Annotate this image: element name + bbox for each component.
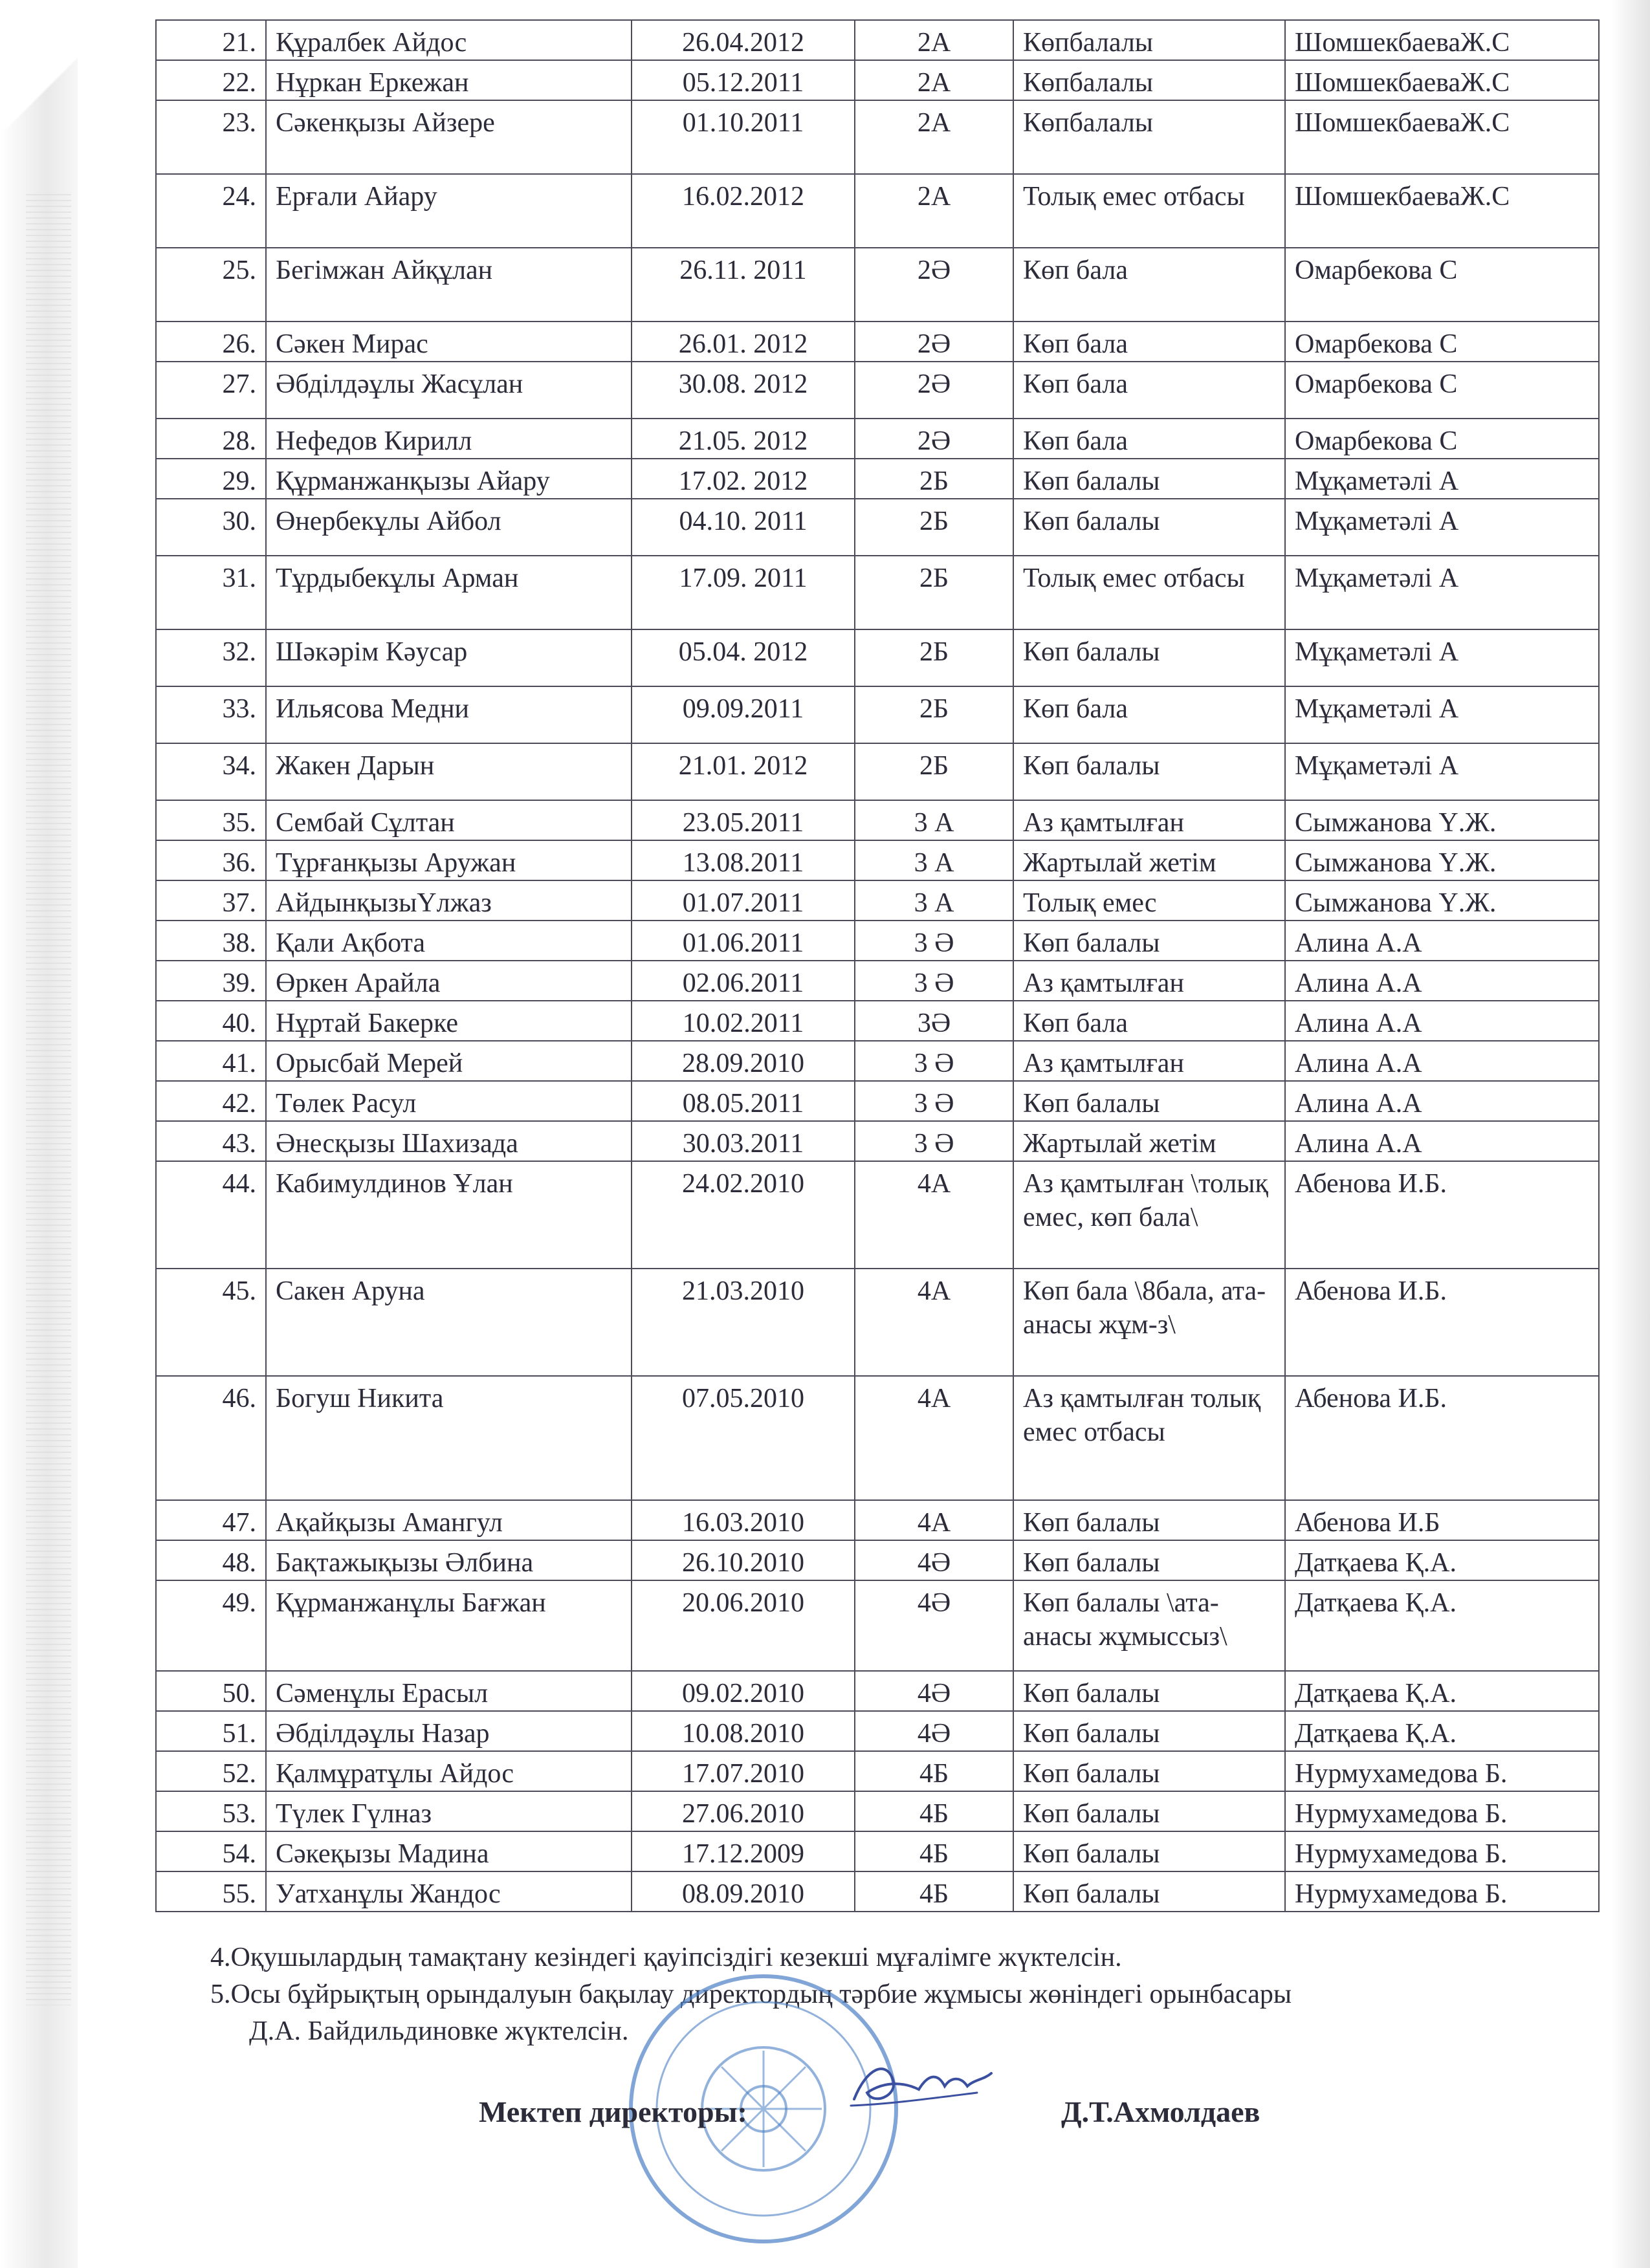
row-number: 26.	[156, 322, 266, 362]
family-status: Аз қамтылған \толық емес, көп бала\	[1013, 1161, 1285, 1269]
table-row	[156, 556, 1599, 629]
birth-date: 01.07.2011	[632, 880, 855, 921]
family-status: Көп бала	[1013, 1001, 1285, 1041]
class-teacher: ШомшекбаеваЖ.С	[1285, 60, 1599, 100]
class-teacher: Мұқаметәлі А	[1285, 743, 1599, 800]
class-teacher: Алина А.А	[1285, 1041, 1599, 1081]
class-name: 4А	[855, 1161, 1013, 1269]
class-name: 2Б	[855, 743, 1013, 800]
student-name: Нұркан Еркежан	[266, 60, 632, 100]
table-row	[156, 1161, 1599, 1269]
stacked-pages-edge	[26, 194, 71, 2005]
table-row	[156, 1751, 1599, 1791]
row-number: 40.	[156, 1001, 266, 1041]
student-name: Кабимулдинов Ұлан	[266, 1161, 632, 1269]
table-row	[156, 60, 1599, 100]
class-teacher: Нурмухамедова Б.	[1285, 1871, 1599, 1912]
paragraph-4: 4.Оқушылардың тамақтану кезіндегі қауіпсіздігі кезекші мұғалімге жүктелсін.	[210, 1943, 1122, 1972]
row-number: 31.	[156, 556, 266, 629]
family-status: Көп балалы	[1013, 459, 1285, 499]
table-row	[156, 1831, 1599, 1871]
class-name: 3 Ә	[855, 921, 1013, 961]
class-teacher: Омарбекова С	[1285, 362, 1599, 419]
birth-date: 17.09. 2011	[632, 556, 855, 629]
table-row	[156, 1001, 1599, 1041]
student-name: АйдынқызыҮлжаз	[266, 880, 632, 921]
student-name: Сәкеқызы Мадина	[266, 1831, 632, 1871]
family-status: Көп балалы	[1013, 1871, 1285, 1912]
class-name: 2Б	[855, 556, 1013, 629]
family-status: Көп балалы	[1013, 743, 1285, 800]
student-name: Өркен Арайлa	[266, 961, 632, 1001]
table-row	[156, 322, 1599, 362]
class-teacher: Алина А.А	[1285, 1121, 1599, 1161]
row-number: 45.	[156, 1269, 266, 1376]
row-number: 54.	[156, 1831, 266, 1871]
student-name: Құралбек Айдос	[266, 20, 632, 60]
class-teacher: Нурмухамедова Б.	[1285, 1791, 1599, 1831]
student-name: Тұрдыбекұлы Арман	[266, 556, 632, 629]
class-name: 2А	[855, 20, 1013, 60]
table-row	[156, 629, 1599, 686]
family-status: Көпбалалы	[1013, 20, 1285, 60]
family-status: Көп балалы	[1013, 1540, 1285, 1580]
family-status: Көп бала	[1013, 248, 1285, 322]
class-teacher: ШомшекбаеваЖ.С	[1285, 100, 1599, 174]
birth-date: 04.10. 2011	[632, 499, 855, 556]
family-status: Аз қамтылған толық емес отбасы	[1013, 1376, 1285, 1500]
student-name: Құрманжанқызы Айару	[266, 459, 632, 499]
row-number: 27.	[156, 362, 266, 419]
birth-date: 26.10.2010	[632, 1540, 855, 1580]
student-name: Төлек Расул	[266, 1081, 632, 1121]
birth-date: 24.02.2010	[632, 1161, 855, 1269]
class-name: 2Б	[855, 686, 1013, 743]
class-teacher: Алина А.А	[1285, 961, 1599, 1001]
student-name: Өнербекұлы Айбол	[266, 499, 632, 556]
director-title: Мектеп директоры:	[479, 2095, 747, 2128]
birth-date: 17.02. 2012	[632, 459, 855, 499]
table-row	[156, 1671, 1599, 1711]
family-status: Жартылай жетім	[1013, 1121, 1285, 1161]
row-number: 35.	[156, 800, 266, 840]
class-teacher: Нурмухамедова Б.	[1285, 1751, 1599, 1791]
student-name: Сәкен Мирас	[266, 322, 632, 362]
class-teacher: Датқаева Қ.А.	[1285, 1580, 1599, 1671]
class-name: 2Б	[855, 499, 1013, 556]
table-row	[156, 20, 1599, 60]
class-teacher: Мұқаметәлі А	[1285, 499, 1599, 556]
class-name: 4А	[855, 1500, 1013, 1540]
row-number: 21.	[156, 20, 266, 60]
birth-date: 16.03.2010	[632, 1500, 855, 1540]
student-name: Сембай Сұлтан	[266, 800, 632, 840]
family-status: Көп бала	[1013, 419, 1285, 459]
student-name: Әнесқызы Шахизада	[266, 1121, 632, 1161]
folded-corner	[0, 0, 168, 129]
row-number: 43.	[156, 1121, 266, 1161]
student-name: Шәкәрім Кәусар	[266, 629, 632, 686]
class-name: 2Б	[855, 629, 1013, 686]
family-status: Көп балалы \ата-анасы жұмыссыз\	[1013, 1580, 1285, 1671]
family-status: Аз қамтылған	[1013, 961, 1285, 1001]
class-teacher: Мұқаметәлі А	[1285, 556, 1599, 629]
class-teacher: Абенова И.Б.	[1285, 1376, 1599, 1500]
family-status: Көп балалы	[1013, 1751, 1285, 1791]
family-status: Аз қамтылған	[1013, 800, 1285, 840]
row-number: 52.	[156, 1751, 266, 1791]
family-status: Көп балалы	[1013, 1791, 1285, 1831]
row-number: 47.	[156, 1500, 266, 1540]
class-name: 4Б	[855, 1831, 1013, 1871]
table-row	[156, 1121, 1599, 1161]
table-row	[156, 459, 1599, 499]
student-name: Орысбай Мерей	[266, 1041, 632, 1081]
class-name: 3 А	[855, 840, 1013, 880]
row-number: 24.	[156, 174, 266, 248]
birth-date: 17.12.2009	[632, 1831, 855, 1871]
class-teacher: Мұқаметәлі А	[1285, 459, 1599, 499]
class-name: 4Ә	[855, 1711, 1013, 1751]
table-row	[156, 880, 1599, 921]
birth-date: 01.06.2011	[632, 921, 855, 961]
class-teacher: Алина А.А	[1285, 1001, 1599, 1041]
table-row	[156, 1376, 1599, 1500]
class-teacher: Алина А.А	[1285, 921, 1599, 961]
birth-date: 01.10.2011	[632, 100, 855, 174]
student-name: Бегімжан Айқұлан	[266, 248, 632, 322]
class-name: 3Ә	[855, 1001, 1013, 1041]
birth-date: 13.08.2011	[632, 840, 855, 880]
family-status: Көп балалы	[1013, 1500, 1285, 1540]
class-teacher: ШомшекбаеваЖ.С	[1285, 20, 1599, 60]
table-row	[156, 840, 1599, 880]
birth-date: 02.06.2011	[632, 961, 855, 1001]
class-teacher: Датқаева Қ.А.	[1285, 1711, 1599, 1751]
class-teacher: Нурмухамедова Б.	[1285, 1831, 1599, 1871]
family-status: Көп бала \8бала, ата-анасы жұм-з\	[1013, 1269, 1285, 1376]
class-teacher: Сымжанова Ү.Ж.	[1285, 840, 1599, 880]
birth-date: 10.08.2010	[632, 1711, 855, 1751]
birth-date: 21.01. 2012	[632, 743, 855, 800]
class-name: 2А	[855, 100, 1013, 174]
row-number: 36.	[156, 840, 266, 880]
family-status: Көпбалалы	[1013, 60, 1285, 100]
row-number: 44.	[156, 1161, 266, 1269]
class-teacher: Мұқаметәлі А	[1285, 686, 1599, 743]
table-row	[156, 921, 1599, 961]
row-number: 51.	[156, 1711, 266, 1751]
class-name: 3 А	[855, 880, 1013, 921]
class-teacher: Омарбекова С	[1285, 419, 1599, 459]
birth-date: 17.07.2010	[632, 1751, 855, 1791]
student-name: Уатханұлы Жандос	[266, 1871, 632, 1912]
table-row	[156, 1580, 1599, 1671]
table-row	[156, 1711, 1599, 1751]
student-name: Жакен Дарын	[266, 743, 632, 800]
family-status: Көп бала	[1013, 686, 1285, 743]
family-status: Көп бала	[1013, 322, 1285, 362]
family-status: Көпбалалы	[1013, 100, 1285, 174]
class-teacher: Абенова И.Б	[1285, 1500, 1599, 1540]
student-name: Сакен Аруна	[266, 1269, 632, 1376]
student-list-table	[155, 19, 1600, 1912]
class-name: 2Ә	[855, 419, 1013, 459]
student-name: Әбділдәұлы Назар	[266, 1711, 632, 1751]
class-teacher: Датқаева Қ.А.	[1285, 1540, 1599, 1580]
row-number: 33.	[156, 686, 266, 743]
birth-date: 05.12.2011	[632, 60, 855, 100]
birth-date: 26.04.2012	[632, 20, 855, 60]
row-number: 23.	[156, 100, 266, 174]
student-name: Қали Ақбота	[266, 921, 632, 961]
table-row	[156, 1791, 1599, 1831]
student-list-body	[156, 20, 1599, 1912]
birth-date: 07.05.2010	[632, 1376, 855, 1500]
row-number: 25.	[156, 248, 266, 322]
birth-date: 30.08. 2012	[632, 362, 855, 419]
class-name: 4А	[855, 1269, 1013, 1376]
student-name: Ильясова Медни	[266, 686, 632, 743]
table-row	[156, 1081, 1599, 1121]
row-number: 28.	[156, 419, 266, 459]
table-row	[156, 1871, 1599, 1912]
class-teacher: Алина А.А	[1285, 1081, 1599, 1121]
student-name: Ерғали Айару	[266, 174, 632, 248]
table-row	[156, 743, 1599, 800]
birth-date: 05.04. 2012	[632, 629, 855, 686]
class-teacher: ШомшекбаеваЖ.С	[1285, 174, 1599, 248]
class-name: 4Б	[855, 1751, 1013, 1791]
family-status: Көп балалы	[1013, 629, 1285, 686]
table-row	[156, 362, 1599, 419]
student-name: Әбділдәұлы Жасұлан	[266, 362, 632, 419]
row-number: 49.	[156, 1580, 266, 1671]
right-shadow	[1611, 0, 1650, 2268]
class-teacher: Датқаева Қ.А.	[1285, 1671, 1599, 1711]
table-row	[156, 800, 1599, 840]
family-status: Толық емес отбасы	[1013, 174, 1285, 248]
family-status: Көп бала	[1013, 362, 1285, 419]
birth-date: 26.11. 2011	[632, 248, 855, 322]
class-name: 2А	[855, 174, 1013, 248]
family-status: Көп балалы	[1013, 1671, 1285, 1711]
birth-date: 08.05.2011	[632, 1081, 855, 1121]
table-row	[156, 961, 1599, 1001]
class-teacher: Сымжанова Ү.Ж.	[1285, 880, 1599, 921]
class-name: 2Б	[855, 459, 1013, 499]
student-name: Нефедов Кирилл	[266, 419, 632, 459]
birth-date: 10.02.2011	[632, 1001, 855, 1041]
family-status: Көп балалы	[1013, 499, 1285, 556]
student-name: Сәкенқызы Айзере	[266, 100, 632, 174]
family-status: Толық емес	[1013, 880, 1285, 921]
class-teacher: Абенова И.Б.	[1285, 1161, 1599, 1269]
family-status: Көп балалы	[1013, 1831, 1285, 1871]
student-name: Түлек Гүлназ	[266, 1791, 632, 1831]
row-number: 32.	[156, 629, 266, 686]
class-name: 2Ә	[855, 362, 1013, 419]
class-name: 4Ә	[855, 1540, 1013, 1580]
birth-date: 20.06.2010	[632, 1580, 855, 1671]
class-name: 3 Ә	[855, 961, 1013, 1001]
class-name: 4Б	[855, 1791, 1013, 1831]
student-name: Ақайқызы Амангул	[266, 1500, 632, 1540]
row-number: 53.	[156, 1791, 266, 1831]
family-status: Көп балалы	[1013, 1081, 1285, 1121]
class-teacher: Омарбекова С	[1285, 248, 1599, 322]
birth-date: 30.03.2011	[632, 1121, 855, 1161]
class-name: 4Б	[855, 1871, 1013, 1912]
family-status: Жартылай жетім	[1013, 840, 1285, 880]
table-row	[156, 1041, 1599, 1081]
paragraph-5-continuation: Д.А. Байдильдиновке жүктелсін.	[249, 2016, 629, 2046]
student-name: Богуш Никита	[266, 1376, 632, 1500]
class-teacher: Сымжанова Ү.Ж.	[1285, 800, 1599, 840]
row-number: 41.	[156, 1041, 266, 1081]
student-name: Сәменұлы Ерасыл	[266, 1671, 632, 1711]
director-name: Д.Т.Ахмолдаев	[1061, 2095, 1260, 2128]
family-status: Көп балалы	[1013, 1711, 1285, 1751]
family-status: Көп балалы	[1013, 921, 1285, 961]
birth-date: 16.02.2012	[632, 174, 855, 248]
student-name: Қалмұратұлы Айдос	[266, 1751, 632, 1791]
row-number: 30.	[156, 499, 266, 556]
class-name: 3 Ә	[855, 1121, 1013, 1161]
class-teacher: Абенова И.Б.	[1285, 1269, 1599, 1376]
table-row	[156, 100, 1599, 174]
table-row	[156, 686, 1599, 743]
table-row	[156, 174, 1599, 248]
table-row	[156, 1269, 1599, 1376]
class-name: 3 А	[855, 800, 1013, 840]
class-name: 4Ә	[855, 1671, 1013, 1711]
paragraph-5: 5.Осы бұйрықтың орындалуын бақылау директордың тәрбие жұмысы жөніндегі орынбасары	[210, 1979, 1292, 2009]
class-name: 3 Ә	[855, 1041, 1013, 1081]
family-status: Аз қамтылған	[1013, 1041, 1285, 1081]
student-name: Бақтажықызы Әлбина	[266, 1540, 632, 1580]
row-number: 55.	[156, 1871, 266, 1912]
row-number: 34.	[156, 743, 266, 800]
class-teacher: Омарбекова С	[1285, 322, 1599, 362]
birth-date: 28.09.2010	[632, 1041, 855, 1081]
row-number: 29.	[156, 459, 266, 499]
class-name: 4Ә	[855, 1580, 1013, 1671]
table-row	[156, 248, 1599, 322]
birth-date: 09.09.2011	[632, 686, 855, 743]
class-name: 3 Ә	[855, 1081, 1013, 1121]
student-name: Құрманжанұлы Бағжан	[266, 1580, 632, 1671]
birth-date: 21.03.2010	[632, 1269, 855, 1376]
table-row	[156, 419, 1599, 459]
table-row	[156, 1500, 1599, 1540]
table-row	[156, 1540, 1599, 1580]
row-number: 48.	[156, 1540, 266, 1580]
student-name: Нұртай Бакерке	[266, 1001, 632, 1041]
row-number: 22.	[156, 60, 266, 100]
class-name: 2Ә	[855, 248, 1013, 322]
class-name: 4А	[855, 1376, 1013, 1500]
birth-date: 21.05. 2012	[632, 419, 855, 459]
birth-date: 23.05.2011	[632, 800, 855, 840]
handwritten-signature	[848, 2054, 996, 2119]
birth-date: 26.01. 2012	[632, 322, 855, 362]
row-number: 46.	[156, 1376, 266, 1500]
class-teacher: Мұқаметәлі А	[1285, 629, 1599, 686]
row-number: 37.	[156, 880, 266, 921]
row-number: 42.	[156, 1081, 266, 1121]
class-name: 2А	[855, 60, 1013, 100]
class-name: 2Ә	[855, 322, 1013, 362]
table-row	[156, 499, 1599, 556]
birth-date: 08.09.2010	[632, 1871, 855, 1912]
birth-date: 27.06.2010	[632, 1791, 855, 1831]
row-number: 50.	[156, 1671, 266, 1711]
student-name: Тұрғанқызы Аружан	[266, 840, 632, 880]
row-number: 39.	[156, 961, 266, 1001]
birth-date: 09.02.2010	[632, 1671, 855, 1711]
row-number: 38.	[156, 921, 266, 961]
family-status: Толық емес отбасы	[1013, 556, 1285, 629]
